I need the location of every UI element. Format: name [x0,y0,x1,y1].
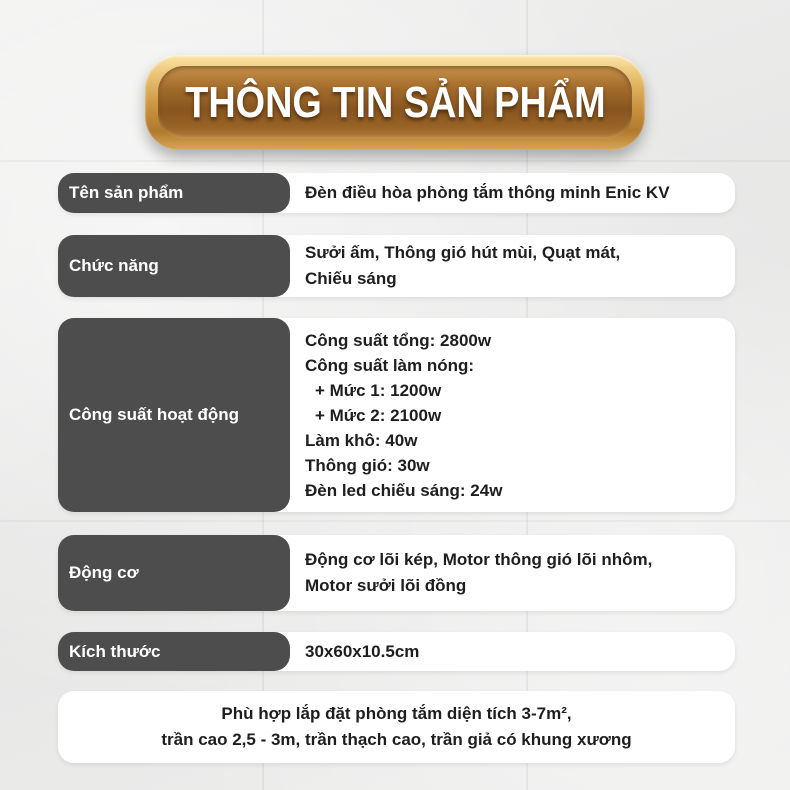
spec-value-line: Sưởi ấm, Thông gió hút mùi, Quạt mát, [305,243,621,262]
spec-label [58,632,290,671]
spec-row-product-name [58,173,735,213]
spec-value [305,173,725,213]
spec-value-line: Công suất làm nóng: [305,355,475,375]
spec-label [58,173,290,213]
spec-value [305,318,725,512]
spec-label [58,235,290,297]
spec-value-subline: + Mức 1: 1200w [315,380,442,400]
spec-value-line: Chiếu sáng [305,269,397,288]
spec-value-line: Làm khô: 40w [305,430,418,450]
spec-label-text: Công suất hoạt động [69,405,239,424]
page-title: THÔNG TIN SẢN PHẨM [184,77,606,127]
spec-row-functions [58,235,735,297]
spec-value-line: Thông gió: 30w [305,455,430,475]
spec-row-power [58,318,735,512]
spec-value-line: Đèn led chiếu sáng: 24w [305,480,503,500]
spec-value-line: 30x60x10.5cm [305,641,420,661]
installation-note [58,691,735,763]
spec-value-line: Motor sưởi lõi đồng [305,576,467,595]
spec-value-subline: + Mức 2: 2100w [315,405,442,425]
spec-label [58,535,290,611]
spec-row-dimensions [58,632,735,671]
spec-value-line: Đèn điều hòa phòng tắm thông minh Enic KV [305,183,670,202]
spec-label-text: Kích thước [69,641,161,661]
spec-label [58,318,290,512]
spec-value-line: Động cơ lõi kép, Motor thông gió lõi nhôm, [305,550,653,569]
spec-value [305,632,725,671]
spec-row-motor [58,535,735,611]
spec-value [305,235,725,297]
title-badge-inner [158,66,632,139]
spec-value-line: Công suất tổng: 2800w [305,330,492,350]
note-line: Phù hợp lắp đặt phòng tắm diện tích 3-7m², [221,704,572,723]
spec-value [305,535,725,611]
spec-label-text: Động cơ [69,563,139,582]
title-badge [145,55,645,150]
note-line: trần cao 2,5 - 3m, trần thạch cao, trần giả có khung xương [161,730,632,749]
spec-label-text: Tên sản phẩm [69,183,184,202]
spec-label-text: Chức năng [69,256,159,275]
